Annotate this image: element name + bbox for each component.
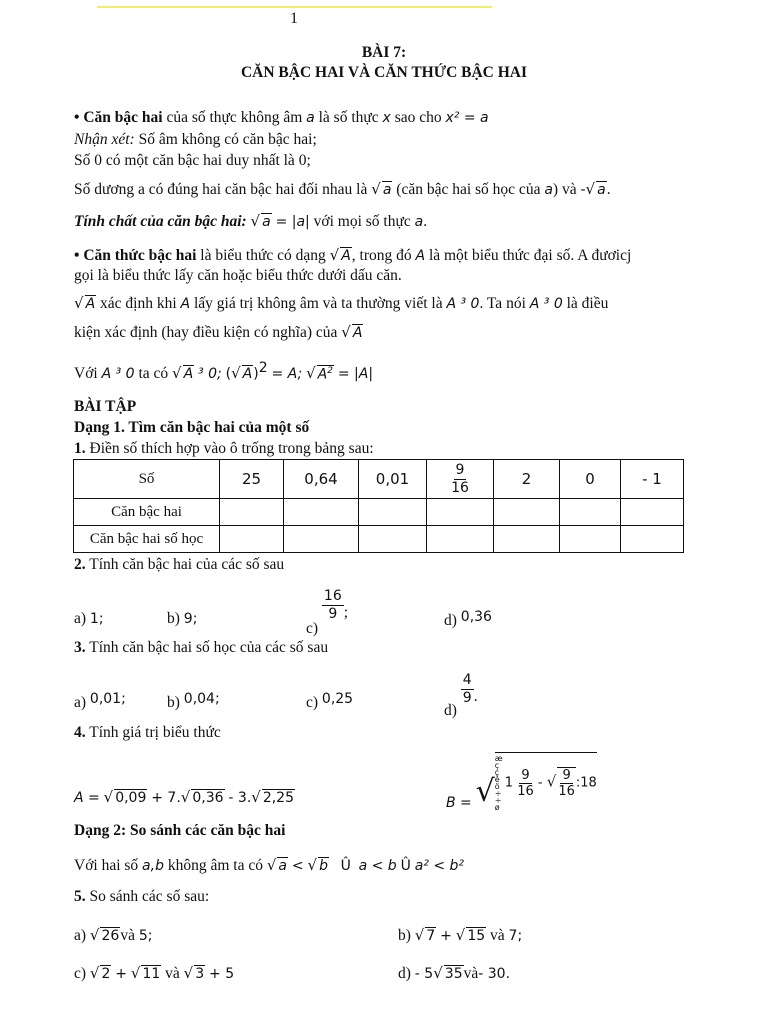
q2-a <box>74 610 104 628</box>
question-text: Điền số thích hợp vào ô trống trong bảng sau: <box>85 440 374 457</box>
radical-icon: √ <box>172 364 182 383</box>
numerator: 4 <box>462 672 472 688</box>
text: ) và <box>552 181 581 198</box>
option-value: 7; <box>508 928 523 944</box>
radicand: A <box>242 366 253 383</box>
text: là điều <box>562 295 609 312</box>
question-5 <box>74 888 209 906</box>
question-3 <box>74 639 328 657</box>
bracket-glyph: æ ç ç è ö ÷ ÷ ø <box>494 754 503 812</box>
option-value: 0,01; <box>89 691 126 707</box>
radical-icon: √ <box>455 926 466 944</box>
bullet: • <box>74 109 80 126</box>
formula: A ³ 0 <box>529 296 563 312</box>
radicand: a <box>382 182 392 198</box>
text: lấy giá trị không âm và ta thường viết là <box>190 295 447 312</box>
question-text: Tính căn bậc hai của các số sau <box>85 556 285 573</box>
vars: a,b <box>142 858 164 874</box>
option-label: c) <box>306 694 319 711</box>
option-label: b) <box>398 927 411 944</box>
radical-icon: √ <box>251 788 261 806</box>
formula: B = <box>446 794 472 811</box>
minus: - <box>580 182 586 198</box>
radicand: a <box>262 214 271 230</box>
operator: :18 <box>575 775 597 791</box>
punct: . <box>473 688 478 706</box>
q3-b <box>167 690 220 711</box>
q5-b <box>398 926 522 945</box>
empty-cell[interactable] <box>494 499 560 526</box>
text: là biểu thức có dạng <box>196 247 330 264</box>
text: với mọi số thực <box>309 213 415 230</box>
question-4 <box>74 724 221 742</box>
punct: ; <box>343 604 349 622</box>
empty-cell[interactable] <box>427 526 494 553</box>
row-label: Căn bậc hai số học <box>74 526 220 553</box>
question-text: Tính giá trị biểu thức <box>85 724 221 741</box>
option-label: c) <box>306 620 319 638</box>
radical-icon: √ <box>329 246 340 264</box>
type2-heading: Dạng 2: So sánh các căn bậc hai <box>74 822 286 839</box>
type1-heading: Dạng 1. Tìm căn bậc hai của một số <box>74 419 310 436</box>
question-number: 4. <box>74 724 86 741</box>
var-a: a <box>306 110 315 126</box>
formula: = |A| <box>337 366 374 383</box>
var-A: A <box>415 248 426 264</box>
text: của số thực không âm <box>162 109 307 126</box>
option-label: d) <box>444 612 457 629</box>
radical-icon: √ <box>180 788 191 806</box>
option-label: a) <box>74 694 87 711</box>
table-cell: 0,64 <box>284 460 359 499</box>
q3-a <box>74 690 126 711</box>
radical-icon: √ <box>414 926 425 944</box>
denominator: 16 <box>451 479 469 496</box>
radicand <box>557 767 576 799</box>
radicand: A <box>183 366 194 383</box>
var-A: A <box>180 296 191 312</box>
formula: A ³ 0 <box>446 296 480 312</box>
radical-icon: √ <box>266 856 277 874</box>
numerator: 16 <box>323 588 342 604</box>
exercises-heading: BÀI TẬP <box>74 398 137 415</box>
condition-line2 <box>74 323 363 342</box>
empty-cell[interactable] <box>220 526 284 553</box>
definition-radical <box>74 246 631 265</box>
text: và <box>165 965 180 982</box>
question-number: 1. <box>74 440 86 457</box>
denominator: 16 <box>517 783 534 799</box>
radicand: 3 <box>195 966 205 982</box>
table-row <box>74 499 684 526</box>
text: ta có <box>134 365 173 383</box>
radical-icon: √ <box>89 964 100 982</box>
radicand: a <box>597 182 606 198</box>
operator: + 5 <box>209 966 235 982</box>
row-label: Căn bậc hai <box>74 499 220 526</box>
q2-c <box>306 588 349 638</box>
option-label: b) <box>167 694 180 711</box>
q2-d <box>444 608 492 629</box>
empty-cell[interactable] <box>284 499 359 526</box>
radical-icon: √ <box>546 772 557 791</box>
radical-icon: √ <box>130 964 141 982</box>
iff-symbol: Û <box>340 858 351 874</box>
numerator: 9 <box>562 767 571 783</box>
table-cell: 25 <box>220 460 284 499</box>
fraction <box>451 462 469 497</box>
text: không âm ta có <box>163 857 267 874</box>
comparison-rule <box>74 856 464 875</box>
text: là số thực <box>314 109 383 126</box>
term: Căn thức bậc hai <box>83 247 197 264</box>
page-number: 1 <box>290 10 298 27</box>
operator: - <box>537 775 543 791</box>
formula: A ³ 0 <box>101 366 135 383</box>
denominator: 9 <box>462 690 472 706</box>
fraction <box>461 672 474 707</box>
radical-icon: √ <box>475 773 495 809</box>
option-label: d) <box>398 965 411 982</box>
var-a: a <box>544 182 553 198</box>
q2-b <box>167 610 197 628</box>
option-value: 5; <box>138 928 153 944</box>
formula: = A <box>271 366 298 383</box>
text: và <box>490 927 505 944</box>
formula: a < b <box>358 858 397 874</box>
empty-cell[interactable] <box>560 526 621 553</box>
q5-c <box>74 964 234 983</box>
empty-cell[interactable] <box>359 499 427 526</box>
radical-icon: √ <box>231 364 241 383</box>
operator: - 5 <box>414 966 434 982</box>
operator: + 7. <box>151 790 181 806</box>
denominator: 9 <box>328 606 338 622</box>
empty-cell[interactable] <box>359 526 427 553</box>
radical-icon: √ <box>433 964 443 982</box>
positive-line <box>74 180 611 199</box>
radicand: 15 <box>467 928 486 944</box>
option-label: a) <box>74 927 87 944</box>
option-label: d) <box>444 702 457 720</box>
exponent: 2 <box>258 360 268 376</box>
radicand: 0,36 <box>192 790 224 806</box>
option-value: - 30. <box>478 966 511 982</box>
radicand: A <box>352 325 363 341</box>
text: sao cho <box>390 109 446 126</box>
radical-icon: √ <box>307 856 318 874</box>
fraction <box>558 768 575 799</box>
exponent: 2 <box>327 365 333 376</box>
term: Căn bậc hai <box>83 109 163 126</box>
radicand: 11 <box>142 966 161 982</box>
bullet: • <box>74 247 80 264</box>
radical-icon: √ <box>306 364 316 383</box>
formula: A = <box>74 790 100 806</box>
condition-line <box>74 294 608 313</box>
numerator: 9 <box>521 767 530 783</box>
q5-a <box>74 926 152 945</box>
q3-c <box>306 690 354 711</box>
table-cell: 0 <box>560 460 621 499</box>
var-x: x <box>382 110 391 126</box>
radicand: 2,25 <box>262 790 294 806</box>
radicand: b <box>319 858 328 874</box>
option-value: 1; <box>89 611 104 627</box>
question-text: Tính căn bậc hai số học của các số sau <box>85 639 329 656</box>
radicand <box>495 752 597 811</box>
radical-icon: √ <box>250 212 261 230</box>
option-value: 9; <box>183 611 198 627</box>
formula: a² < b² <box>414 858 465 874</box>
text: và <box>120 927 135 944</box>
remark-line <box>74 131 317 149</box>
empty-cell[interactable] <box>621 499 684 526</box>
remark-label: Nhận xét: <box>74 131 135 148</box>
definition-radical-line2: gọi là biểu thức lấy căn hoặc biểu thức dưới dấu căn. <box>74 267 402 284</box>
question-number: 5. <box>74 888 86 905</box>
table-cell: 2 <box>494 460 560 499</box>
property-line <box>74 212 427 231</box>
text: (căn bậc hai số học của <box>392 181 545 198</box>
formula: x² = a <box>445 110 489 126</box>
table-row <box>74 526 684 553</box>
radicand: 26 <box>101 928 120 944</box>
operator: - 3. <box>228 790 252 806</box>
formula: ³ 0; <box>198 366 222 383</box>
text: Với <box>74 365 102 383</box>
fill-in-table <box>73 459 684 553</box>
text: . Ta nói <box>479 295 530 312</box>
radical-icon: √ <box>74 294 84 312</box>
text: . <box>423 213 428 230</box>
empty-cell[interactable] <box>621 526 684 553</box>
radicand <box>317 365 334 383</box>
radicand: 35 <box>444 966 463 982</box>
iff-symbol: Û <box>400 858 411 874</box>
zero-line: Số 0 có một căn bậc hai duy nhất là 0; <box>74 152 311 169</box>
table-row <box>74 460 684 499</box>
q3-d <box>444 672 478 720</box>
separator: ; <box>297 366 303 383</box>
identity-line <box>74 360 373 383</box>
lesson-subtitle: CĂN BẬC HAI VÀ CĂN THỨC BẬC HAI <box>240 64 528 81</box>
property-label: Tính chất của căn bậc hai: <box>74 213 247 230</box>
radicand: 7 <box>426 928 436 944</box>
definition-square-root <box>74 109 489 127</box>
text: . <box>606 181 611 198</box>
option-label: c) <box>74 965 87 982</box>
operator: < <box>291 858 304 874</box>
var-a: a <box>414 214 424 230</box>
q5-d <box>398 964 510 983</box>
text: kiện xác định (hay điều kiện có nghĩa) của <box>74 324 342 341</box>
radicand: A <box>85 296 96 312</box>
remark-text: Số âm không có căn bậc hai; <box>134 131 317 148</box>
text: là một biểu thức đại số. A đươicj <box>425 247 632 264</box>
text: xác định khi <box>96 295 181 312</box>
expression-B <box>446 752 597 812</box>
empty-cell[interactable] <box>560 499 621 526</box>
radicand: 2 <box>101 966 111 982</box>
empty-cell[interactable] <box>284 526 359 553</box>
question-1 <box>74 440 374 458</box>
question-number: 2. <box>74 556 86 573</box>
option-value: 0,25 <box>321 691 354 707</box>
radical-icon: √ <box>371 180 381 198</box>
option-label: b) <box>167 610 180 627</box>
text: , trong đó <box>351 247 416 264</box>
radicand: A <box>341 248 351 264</box>
numerator: 9 <box>455 461 465 478</box>
radicand: a <box>278 858 288 874</box>
radical-icon: √ <box>103 788 114 806</box>
radical-icon: √ <box>89 926 100 944</box>
question-text: So sánh các số sau: <box>85 888 210 905</box>
text: Với hai số <box>74 857 143 874</box>
question-number: 3. <box>74 639 86 656</box>
option-label: a) <box>74 610 87 627</box>
empty-cell[interactable] <box>427 499 494 526</box>
paren-open: ( <box>225 366 232 383</box>
expression-A <box>74 788 295 807</box>
var-A: A <box>317 366 328 383</box>
radical-icon: √ <box>341 323 351 341</box>
fraction <box>517 768 534 799</box>
table-cell: 0,01 <box>359 460 427 499</box>
lesson-title: BÀI 7: <box>361 44 407 61</box>
denominator: 16 <box>558 783 575 799</box>
radical-icon: √ <box>585 180 596 198</box>
header-rule <box>97 6 492 8</box>
question-2 <box>74 556 284 574</box>
option-value: 0,36 <box>460 609 492 625</box>
table-cell <box>427 460 494 499</box>
text: và <box>463 965 479 982</box>
empty-cell[interactable] <box>494 526 560 553</box>
table-cell: - 1 <box>621 460 684 499</box>
formula: = |a| <box>275 214 310 230</box>
empty-cell[interactable] <box>220 499 284 526</box>
radicand: 0,09 <box>115 790 147 806</box>
fraction <box>322 588 344 623</box>
radical-icon: √ <box>183 964 194 982</box>
operator: + <box>115 966 128 982</box>
text: Số dương a có đúng hai căn bậc hai đối nhau là <box>74 181 372 198</box>
row-label: Số <box>74 460 220 499</box>
paren-close: ) <box>253 366 259 383</box>
operator: + <box>440 928 452 944</box>
option-value: 0,04; <box>183 691 220 707</box>
number: 1 <box>504 775 514 791</box>
